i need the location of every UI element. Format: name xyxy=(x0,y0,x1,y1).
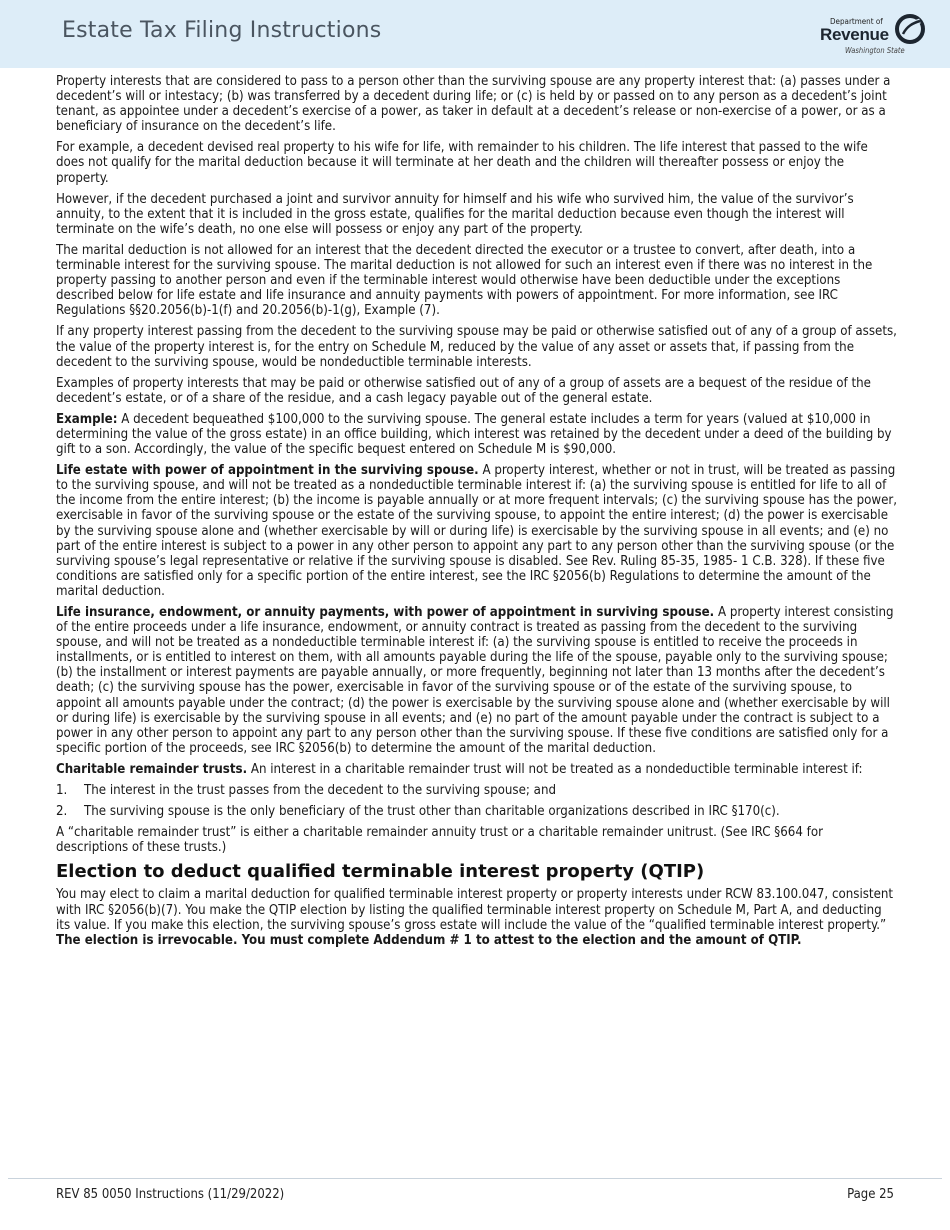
page-number: Page 25 xyxy=(847,1187,894,1202)
list-item xyxy=(56,804,898,819)
form-number: REV 85 0050 Instructions (11/29/2022) xyxy=(56,1187,285,1202)
paragraph-text: You may elect to claim a marital deduction for qualified terminable interest property or property interests under RCW 83.100.047, consistent with IRC §2056(b)(7). You make the QTIP election by listing the qualified terminable interest property on Schedule M, Part A, and deducting its value. If you make this election, the surviving spouse’s gross estate will include the value of the “qualified terminable interest property.” xyxy=(56,887,894,933)
list-number: 2. xyxy=(56,804,68,820)
document-body xyxy=(56,74,898,954)
paragraph-text: A decedent bequeathed $100,000 to the surviving spouse. The general estate includes a term for years (valued at $10,000 in determining the value of the gross estate) in an office building, which interest was retained by the decedent under a deed of the building by gift to a son. Accordingly, the value of the specific bequest entered on Schedule M is $90,000. xyxy=(56,411,892,458)
paragraph: For example, a decedent devised real property to his wife for life, with remainder to his children. The life interest that passed to the wife does not qualify for the marital deduction because it will terminate at her death and the children will thereafter possess or enjoy the property. xyxy=(56,140,868,186)
logo-department: Department of xyxy=(830,17,883,26)
dor-logo xyxy=(818,12,928,58)
paragraph: A “charitable remainder trust” is either a charitable remainder annuity trust or a charitable remainder unitrust. (See IRC §664 for descriptions of these trusts.) xyxy=(56,825,823,856)
paragraph: Examples of property interests that may be paid or otherwise satisfied out of any of a group of assets are a bequest of the residue of the decedent’s estate, or of a share of the residue, and a cash legacy payable out of the general estate. xyxy=(56,375,871,406)
list-number: 1. xyxy=(56,783,68,799)
section-heading: Election to deduct qualified terminable interest property (QTIP) xyxy=(56,861,705,883)
paragraph: The marital deduction is not allowed for an interest that the decedent directed the executor or a trustee to convert, after death, into a terminable interest for the surviving spouse. The marital deduction is not allowed for such an interest even if there was no interest in the property passing to another person and even if the terminable interest would otherwise have been deductible under the exceptions described below for life estate and life insurance and annuity payments with powers of appointment. For more information, see IRC Regulations §§20.2056(b)-1(f) and 20.2056(b)-1(g), Example (7). xyxy=(56,242,873,319)
dor-swoosh-icon xyxy=(894,13,926,45)
paragraph-text: A property interest, whether or not in trust, will be treated as passing to the surviving spouse, and will not be treated as a nondeductible terminable interest if: (a) the surviving spouse is entitled for life to all of the income from the entire interest; (b) the income is payable annually or at more frequent intervals; (c) the surviving spouse has the power, exercisable in favor of the surviving spouse or the estate of the surviving spouse, to appoint the entire interest; (d) the power is exercisable by the surviving spouse alone and (whether exercisable by will or during life) is exercisable by the surviving spouse in all events; and (e) no part of the entire interest is subject to a power in any other person to appoint any part to any person other than the surviving spouse (or the surviving spouse’s legal representative or relative if the surviving spouse is disabled. See Rev. Ruling 85-35, 1985- 1 C.B. 328). If these five conditions are satisfied only for a specific portion of the entire interest, see the IRC §2056(b) Regulations to determine the amount of the marital deduction. xyxy=(56,463,898,599)
paragraph-life-insurance xyxy=(56,605,898,756)
list-text: The interest in the trust passes from the decedent to the surviving spouse; and xyxy=(84,783,556,799)
paragraph: However, if the decedent purchased a joint and survivor annuity for himself and his wife who survived him, the value of the survivor’s annuity, to the extent that it is included in the gross estate, qualifies for the marital deduction because even though the interest will terminate on the wife’s death, no one else will possess or enjoy any part of the property. xyxy=(56,191,854,237)
list-text: The surviving spouse is the only beneficiary of the trust other than charitable organizations described in IRC §170(c). xyxy=(84,804,780,820)
paragraph-lead: Example: xyxy=(56,411,118,427)
paragraph-lead: Life insurance, endowment, or annuity payments, with power of appointment in surviving spouse. xyxy=(56,605,715,620)
footer-divider xyxy=(8,1178,942,1179)
paragraph-qtip xyxy=(56,887,898,947)
paragraph: Property interests that are considered to pass to a person other than the surviving spouse are any property interest that: (a) passes under a decedent’s will or intestacy; (b) was transferred by a decedent during life; or (c) is held by or passed on to any person as a decedent’s joint tenant, as appointee under a decedent’s exercise of a power, as taker in default at a decedent’s release or non-exercise of a power, or as a beneficiary of insurance on the decedent’s life. xyxy=(56,74,891,135)
page-title: Estate Tax Filing Instructions xyxy=(62,18,382,43)
paragraph-emphasis: The election is irrevocable. You must complete Addendum # 1 to attest to the election and the amount of QTIP. xyxy=(56,932,802,948)
list-item xyxy=(56,783,898,798)
paragraph: If any property interest passing from the decedent to the surviving spouse may be paid or otherwise satisfied out of any of a group of assets, the value of the property interest is, for the entry on Schedule M, reduced by the value of any asset or assets that, if passing from the decedent to the surviving spouse, would be nondeductible terminable interests. xyxy=(56,324,897,370)
numbered-list xyxy=(56,783,898,819)
logo-name: Revenue xyxy=(820,25,889,44)
paragraph-charitable-trusts xyxy=(56,762,898,777)
paragraph-lead: Life estate with power of appointment in the surviving spouse. xyxy=(56,463,479,479)
paragraph-lead: Charitable remainder trusts. xyxy=(56,761,248,777)
paragraph-example xyxy=(56,412,898,457)
page-header xyxy=(0,0,950,68)
paragraph-life-estate xyxy=(56,463,898,599)
paragraph-text: A property interest consisting of the entire proceeds under a life insurance, endowment, or annuity contract is treated as passing from the decedent to the surviving spouse, and will not be treated as a nondeductible terminable interest if: (a) the surviving spouse is entitled to receive the proceeds in installments, or is entitled to interest on them, with all amounts payable during the life of the spouse, payable only to the surviving spouse; (b) the installment or interest payments are payable annually, or more frequently, beginning not later than 13 months after the decedent’s death; (c) the surviving spouse has the power, exercisable in favor of the surviving spouse or of the estate of the surviving spouse, to appoint all amounts payable under the contract; (d) the power is exercisable by the surviving spouse alone and (whether exercisable by will or during life) is exercisable by the surviving spouse in all events; and (e) no part of the amount payable under the contract is subject to a power in any other person to appoint any part to any person other than the surviving spouse. If these five conditions are satisfied only for a specific portion of the proceeds, see IRC §2056(b) to determine the amount of the marital deduction. xyxy=(56,605,894,756)
logo-state: Washington State xyxy=(845,46,905,55)
paragraph-text: An interest in a charitable remainder trust will not be treated as a nondeductible terminable interest if: xyxy=(247,761,863,777)
